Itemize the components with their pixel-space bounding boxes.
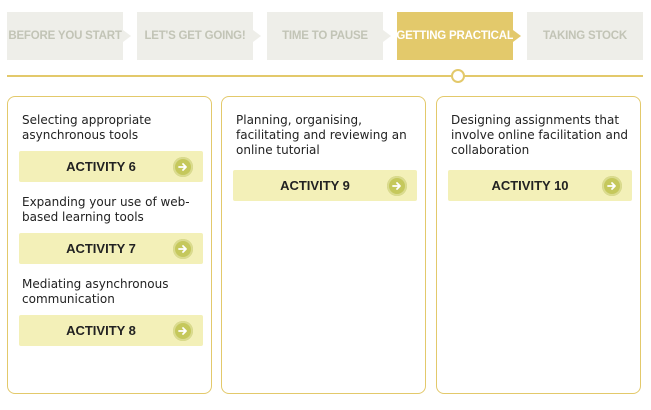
activity-10-button[interactable] <box>448 170 632 201</box>
step-arrow <box>513 30 521 42</box>
step-label: GETTING PRACTICAL <box>396 30 514 42</box>
step-arrow <box>383 30 391 42</box>
task-description: Planning, organising, facilitating and reviewing an online tutorial <box>236 113 407 157</box>
step-label: TIME TO PAUSE <box>282 30 368 42</box>
activity-label: ACTIVITY 10 <box>491 178 569 193</box>
activity-9-button[interactable] <box>233 170 417 201</box>
activity-column-2 <box>221 96 426 394</box>
activity-label: ACTIVITY 9 <box>280 178 350 193</box>
task-description: Expanding your use of web-based learning tools <box>22 195 190 224</box>
step-label: BEFORE YOU START <box>8 30 122 42</box>
step-lets-get-going[interactable] <box>137 12 253 60</box>
arrow-right-circle-icon <box>173 157 193 177</box>
activity-label: ACTIVITY 7 <box>66 241 136 256</box>
arrow-right-circle-icon <box>387 176 407 196</box>
timeline-line <box>7 75 643 77</box>
step-time-to-pause[interactable] <box>267 12 383 60</box>
step-arrow <box>253 30 261 42</box>
task-description: Mediating asynchronous communication <box>22 277 169 306</box>
task-description: Designing assignments that involve online facilitation and collaboration <box>451 113 629 157</box>
arrow-right-circle-icon <box>173 321 193 341</box>
activity-column-3 <box>436 96 641 394</box>
step-getting-practical[interactable] <box>397 12 513 60</box>
arrow-right-circle-icon <box>602 176 622 196</box>
task-description: Selecting appropriate asynchronous tools <box>22 113 152 142</box>
activity-label: ACTIVITY 8 <box>66 323 136 338</box>
activity-column-1 <box>7 96 212 394</box>
activity-6-button[interactable] <box>19 151 203 182</box>
activity-label: ACTIVITY 6 <box>66 159 136 174</box>
timeline-current-marker <box>451 69 465 83</box>
arrow-right-circle-icon <box>173 239 193 259</box>
step-label: LET'S GET GOING! <box>144 30 246 42</box>
step-before-you-start[interactable] <box>7 12 123 60</box>
step-label: TAKING STOCK <box>542 30 628 42</box>
step-taking-stock[interactable] <box>527 12 643 60</box>
step-arrow <box>123 30 131 42</box>
activity-7-button[interactable] <box>19 233 203 264</box>
activity-8-button[interactable] <box>19 315 203 346</box>
